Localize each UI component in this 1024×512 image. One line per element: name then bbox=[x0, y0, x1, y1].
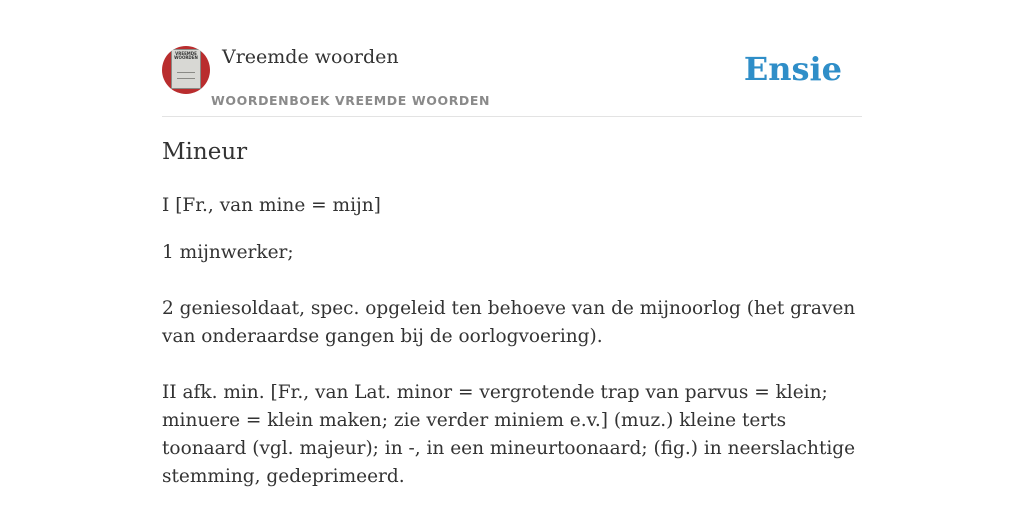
entry-etymology: I [Fr., van mine = mijn] bbox=[162, 195, 381, 216]
book-cover-image bbox=[171, 49, 201, 89]
entry-sense-3: II afk. min. [Fr., van Lat. minor = vergrotende trap van parvus = klein; minuere = klein maken; zie verder miniem e.v.] (muz.) kleine terts toonaard (vgl. majeur); in -, in een mineurtoonaard; (fig.) in neerslachtige stemming, gedeprimeerd. bbox=[162, 382, 856, 487]
header bbox=[162, 44, 862, 117]
ensie-logo[interactable]: Ensie bbox=[743, 50, 842, 88]
dictionary-avatar[interactable] bbox=[162, 46, 210, 94]
book-cover-lines bbox=[177, 72, 195, 79]
dictionary-title[interactable]: Vreemde woorden bbox=[222, 46, 399, 68]
book-cover-title: VREEMDE WOORDEN bbox=[174, 51, 198, 60]
entry-sense-1: 1 mijnwerker; bbox=[162, 242, 294, 263]
entry-title: Mineur bbox=[162, 139, 248, 165]
entry-sense-2: 2 geniesoldaat, spec. opgeleid ten behoeve van de mijnoorlog (het graven van onderaardse gangen bij de oorlogvoering). bbox=[162, 298, 856, 347]
entry-body bbox=[162, 192, 867, 491]
dictionary-subtitle[interactable]: WOORDENBOEK VREEMDE WOORDEN bbox=[211, 93, 491, 108]
